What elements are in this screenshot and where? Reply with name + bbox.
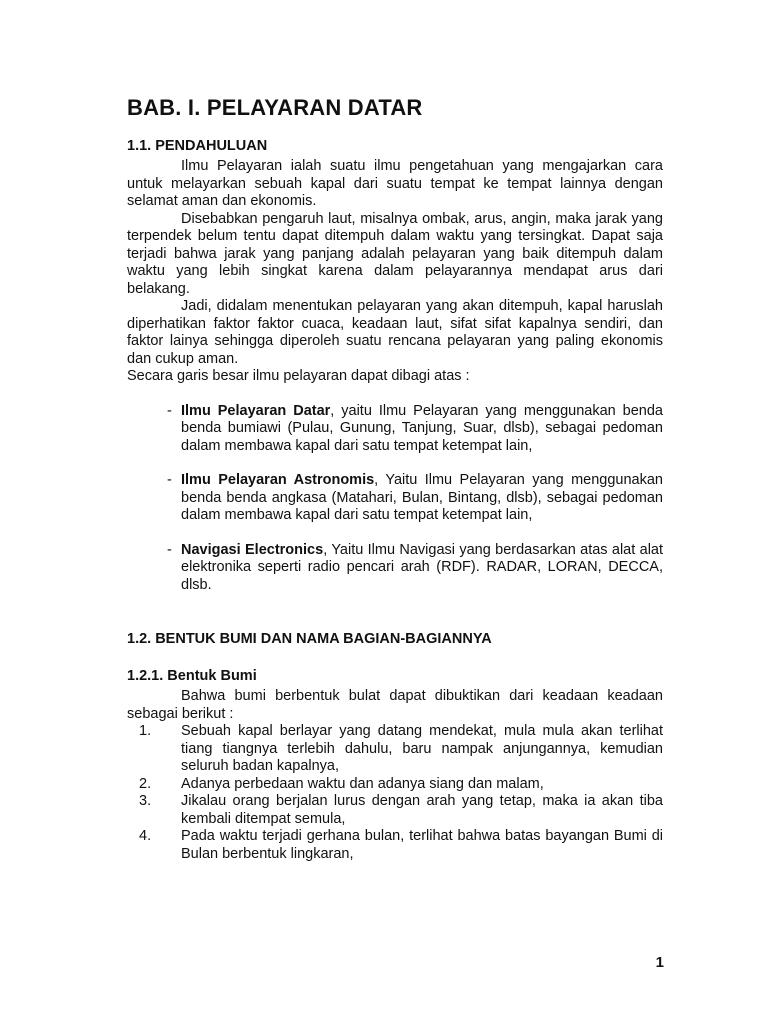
paragraph: Jadi, didalam menentukan pelayaran yang akan ditempuh, kapal haruslah diperhatikan faktor faktor cuaca, keadaan laut, sifat sifat kapalnya sendiri, dan faktor lainya sehingga diperoleh suatu rencana pelayaran yang paling ekonomis dan cukup aman. — [127, 298, 663, 367]
paragraph: Bahwa bumi berbentuk bulat dapat dibuktikan dari keadaan keadaan sebagai berikut : — [127, 688, 663, 722]
list-item — [127, 828, 663, 863]
paragraph: Disebabkan pengaruh laut, misalnya ombak, arus, angin, maka jarak yang terpendek belum tentu dapat ditempuh dalam waktu yang tersingkat. Dapat saja terjadi bahwa jarak yang panjang adalah pelayaran yang baik ditempuh dalam waktu yang lebih singkat karena dalam pelayarannya mendapat arus dari belakang. — [127, 210, 663, 297]
paragraph: Secara garis besar ilmu pelayaran dapat dibagi atas : — [127, 368, 470, 384]
list-item — [127, 472, 663, 525]
chapter-title: BAB. I. PELAYARAN DATAR — [127, 95, 423, 120]
list-number: 2. — [139, 775, 152, 792]
page-number: 1 — [655, 954, 664, 971]
paragraph: Ilmu Pelayaran ialah suatu ilmu pengetahuan yang mengajarkan cara untuk melayarkan sebuah kapal dari suatu tempat ke tempat lainnya dengan selamat aman dan ekonomis. — [127, 158, 663, 209]
dash-bullet: - — [167, 402, 172, 419]
list-term: Navigasi Electronics — [181, 541, 324, 558]
list-text: Adanya perbedaan waktu dan adanya siang dan malam, — [181, 775, 544, 792]
list-item — [127, 403, 663, 456]
list-item — [127, 542, 663, 595]
list-item — [127, 723, 663, 776]
list-number: 1. — [139, 723, 152, 739]
section-heading-pendahuluan: 1.1. PENDAHULUAN — [127, 138, 268, 154]
list-text: Pada waktu terjadi gerhana bulan, terlihat bahwa batas bayangan Bumi di Bulan berbentuk lingkaran, — [181, 828, 663, 862]
list-text: , Yaitu Ilmu Navigasi yang berdasarkan atas alat alat elektronika seperti radio pencari arah (RDF). RADAR, LORAN, DECCA, dlsb. — [181, 541, 664, 593]
list-text: , Yaitu Ilmu Pelayaran yang menggunakan benda benda angkasa (Matahari, Bulan, Bintang, dlsb), sebagai pedoman dalam membawa kapal dari satu tempat ketempat lain, — [181, 472, 663, 523]
dash-bullet: - — [167, 472, 172, 488]
list-number: 4. — [139, 828, 152, 844]
list-term: Ilmu Pelayaran Datar — [181, 402, 331, 419]
list-text: Jikalau orang berjalan lurus dengan arah yang tetap, maka ia akan tiba kembali ditempat semula, — [181, 793, 663, 827]
dash-bullet: - — [167, 541, 172, 558]
list-text: Sebuah kapal berlayar yang datang mendekat, mula mula akan terlihat tiang tiangnya terlebih dahulu, baru nampak anjungannya, kemudian seluruh badan kapalnya, — [181, 723, 663, 774]
list-term: Ilmu Pelayaran Astronomis — [181, 472, 375, 488]
list-text: , yaitu Ilmu Pelayaran yang menggunakan benda benda bumiawi (Pulau, Gunung, Tanjung, Suar, dlsb), sebagai pedoman dalam membawa kapal dari satu tempat ketempat lain, — [181, 402, 663, 454]
subsection-heading: 1.2.1. Bentuk Bumi — [127, 668, 257, 684]
section-heading-bentuk-bumi: 1.2. BENTUK BUMI DAN NAMA BAGIAN-BAGIANNYA — [127, 631, 492, 647]
list-item — [127, 793, 663, 828]
list-item — [127, 776, 663, 794]
page-content — [127, 95, 663, 863]
list-number: 3. — [139, 793, 152, 809]
navigation-types-list — [127, 403, 663, 595]
evidence-list — [127, 723, 663, 863]
